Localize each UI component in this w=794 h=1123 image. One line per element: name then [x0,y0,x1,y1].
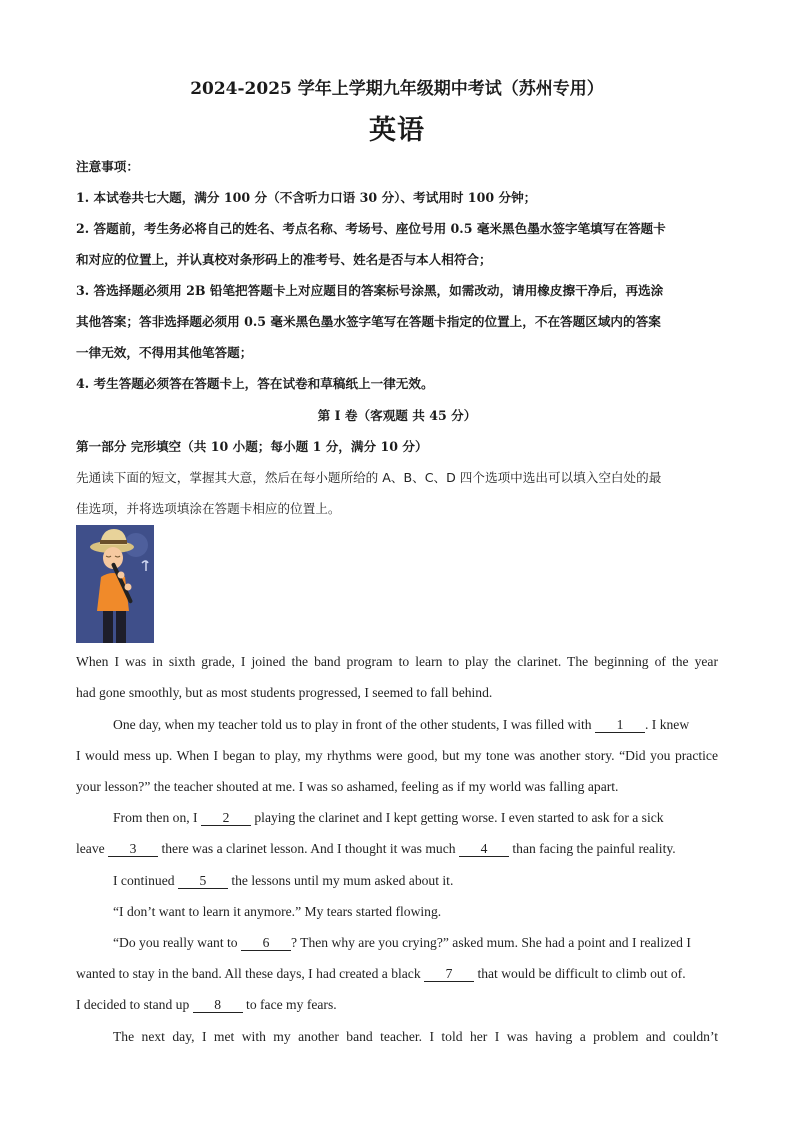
passage-line: “I don’t want to learn it anymore.” My tears started flowing. [113,904,442,919]
passage-line [76,997,337,1013]
blank-8: 8 [193,998,243,1013]
passage-line [113,810,664,826]
passage-text: playing the clarinet and I kept getting worse. I even started to ask for a sick [250,810,664,825]
blank-2: 2 [201,811,251,826]
note-item: 2. 答题前，考生务必将自己的姓名、考点名称、考场号、座位号用 0.5 毫米黑色墨水签字笔填写在答题卡 [76,221,666,236]
subject-title: 英语 [369,115,425,146]
exam-title: 2024-2025 学年上学期九年级期中考试（苏州专用） [190,79,604,99]
passage-text: “Do you really want to [113,935,241,950]
note-item: 1. 本试卷共七大题，满分 100 分（不含听力口语 30 分）、考试用时 100 分钟； [76,190,537,205]
passage-line [113,935,691,951]
passage-line [76,841,676,857]
passage-text: I decided to stand up [76,997,193,1012]
passage-line: your lesson?” the teacher shouted at me. I was so ashamed, feeling as if my world was falling apart. [76,779,619,794]
passage-text: From then on, I [113,810,201,825]
passage-text: I continued [113,873,178,888]
passage-text: wanted to stay in the band. All these days, I had created a black [76,966,425,981]
part-instruction: 先通读下面的短文，掌握其大意，然后在每小题所给的 A、B、C、D 四个选项中选出可以填入空白处的最 [76,470,662,485]
passage-line: The next day, I met with my another band teacher. I told her I was having a problem and couldn’t [113,1029,718,1044]
note-item: 4. 考生答题必须答在答题卡上，答在试卷和草稿纸上一律无效。 [76,376,434,391]
blank-3: 3 [108,842,158,857]
passage-text: to face my fears. [242,997,337,1012]
passage-text: that would be difficult to climb out of. [474,966,686,981]
note-item: 3. 答选择题必须用 2B 铅笔把答题卡上对应题目的答案标号涂黑，如需改动，请用橡皮擦干净后，再选涂 [76,283,664,298]
section-title: 第 I 卷（客观题 共 45 分） [317,408,477,423]
passage-text: . I knew [644,717,690,732]
blank-1: 1 [595,718,645,733]
passage-text: leave [76,841,109,856]
blank-5: 5 [178,874,228,889]
blank-7: 7 [424,967,474,982]
note-item: 其他答案；答非选择题必须用 0.5 毫米黑色墨水签字笔写在答题卡指定的位置上，不在答题区域内的答案 [76,314,661,329]
blank-6: 6 [241,936,291,951]
passage-line [113,717,689,733]
passage-text: than facing the painful reality. [508,841,676,856]
blank-4: 4 [459,842,509,857]
passage-line: When I was in sixth grade, I joined the band program to learn to play the clarinet. The beginning of the year [76,654,718,669]
boy-playing-clarinet-illustration [76,525,154,643]
part-instruction: 佳选项，并将选项填涂在答题卡相应的位置上。 [76,501,341,516]
passage-line [76,966,686,982]
part-title: 第一部分 完形填空（共 10 小题；每小题 1 分，满分 10 分） [76,439,428,454]
passage-line [113,873,453,889]
passage-text: there was a clarinet lesson. And I thought it was much [158,841,459,856]
note-item: 和对应的位置上，并认真校对条形码上的准考号、姓名是否与本人相符合； [76,252,492,267]
passage-line: I would mess up. When I began to play, my rhythms were good, but my tone was another story. “Did you practice [76,748,718,763]
passage-text: the lessons until my mum asked about it. [227,873,454,888]
notes-heading: 注意事项： [76,159,139,174]
passage-line: had gone smoothly, but as most students progressed, I seemed to fall behind. [76,685,493,700]
note-item: 一律无效，不得用其他笔答题； [76,345,253,360]
passage-text: ? Then why are you crying?” asked mum. She had a point and I realized I [290,935,691,950]
passage-text: One day, when my teacher told us to play in front of the other students, I was filled with [113,717,595,732]
